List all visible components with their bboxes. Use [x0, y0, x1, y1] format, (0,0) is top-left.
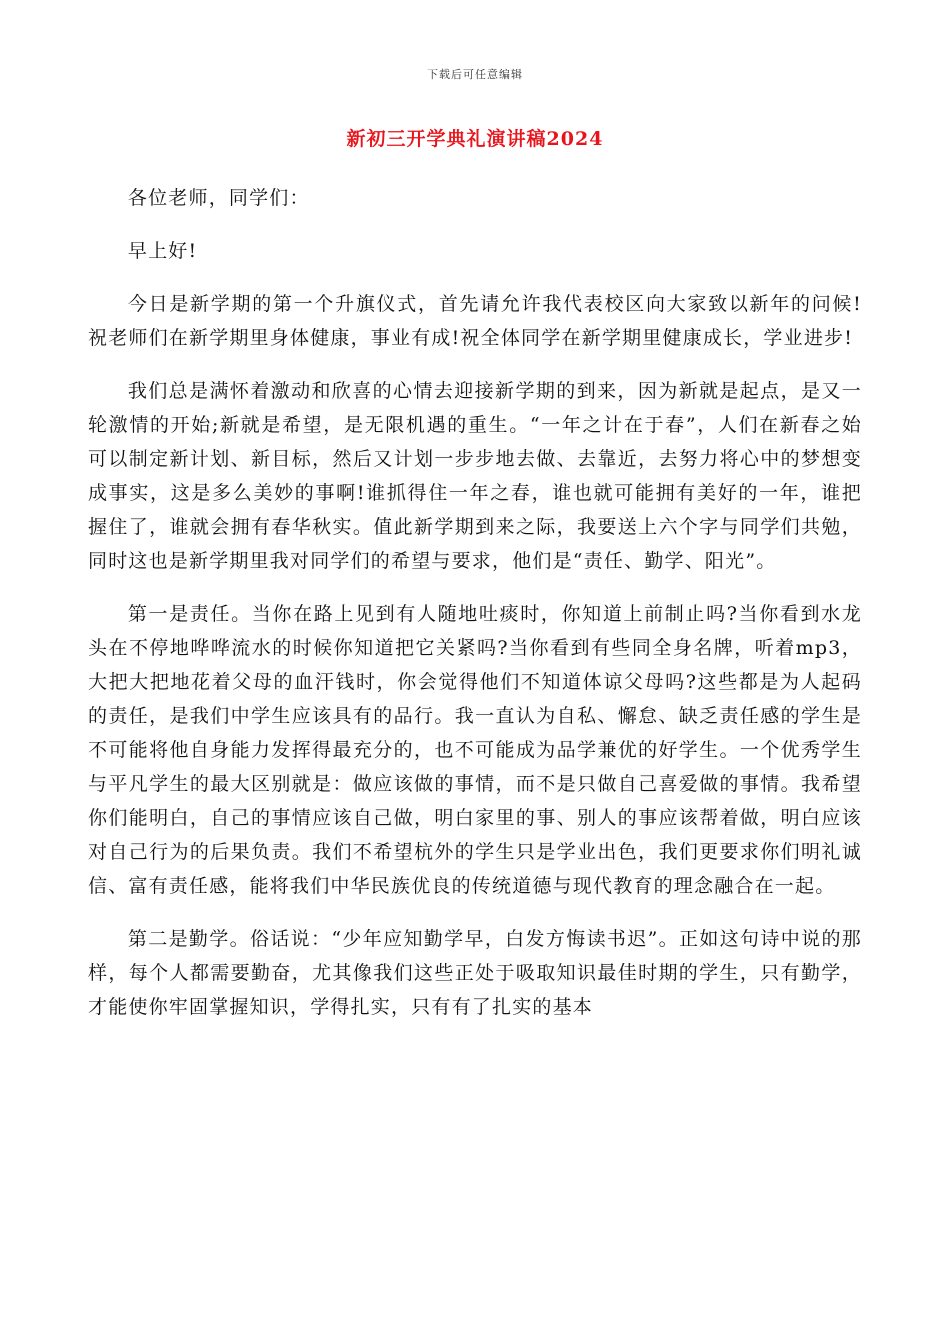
- document-body: [88, 181, 862, 1043]
- document-title: 新初三开学典礼演讲稿2024: [346, 128, 604, 150]
- paragraph-new-year-wishes: 今日是新学期的第一个升旗仪式，首先请允许我代表校区向大家致以新年的问候!祝老师们在新学期里身体健康，事业有成!祝全体同学在新学期里健康成长，学业进步!: [88, 293, 862, 349]
- paragraph-diligence: 第二是勤学。俗话说：“少年应知勤学早，白发方悔读书迟”。正如这句诗中说的那样，每个人都需要勤奋，尤其像我们这些正处于吸取知识最佳时期的学生，只有勤学，才能使你牢固掌握知识，学得扎实，只有有了扎实的基本: [88, 928, 862, 1018]
- paragraph-responsibility: 第一是责任。当你在路上见到有人随地吐痰时，你知道上前制止吗?当你看到水龙头在不停地哗哗流水的时候你知道把它关紧吗?当你看到有些同全身名牌，听着mp3，大把大把地花着父母的血汗钱时，你会觉得他们不知道体谅父母吗?这些都是为人起码的责任，是我们中学生应该具有的品行。我一直认为自私、懈怠、缺乏责任感的学生是不可能将他自身能力发挥得最充分的，也不可能成为品学兼优的好学生。一个优秀学生与平凡学生的最大区别就是：做应该做的事情，而不是只做自己喜爱做的事情。我希望你们能明白，自己的事情应该自己做，明白家里的事、别人的事应该帮着做，明白应该对自己行为的后果负责。我们不希望杭外的学生只是学业出色，我们更要求你们明礼诚信、富有责任感，能将我们中华民族优良的传统道德与现代教育的理念融合在一起。: [88, 603, 862, 897]
- paragraph-good-morning: 早上好!: [127, 240, 198, 262]
- paragraph-greeting: 各位老师，同学们：: [127, 187, 310, 209]
- paragraph-new-semester: 我们总是满怀着激动和欣喜的心情去迎接新学期的到来，因为新就是起点，是又一轮激情的开始;新就是希望，是无限机遇的重生。“一年之计在于春”，人们在新春之始可以制定新计划、新目标，然后又计划一步步地去做、去靠近，去努力将心中的梦想变成事实，这是多么美妙的事啊!谁抓得住一年之春，谁也就可能拥有美好的一年，谁把握住了，谁就会拥有春华秋实。值此新学期到来之际，我要送上六个字与同学们共勉，同时这也是新学期里我对同学们的希望与要求，他们是“责任、勤学、阳光”。: [88, 380, 862, 572]
- header-note: 下载后可任意编辑: [427, 68, 523, 81]
